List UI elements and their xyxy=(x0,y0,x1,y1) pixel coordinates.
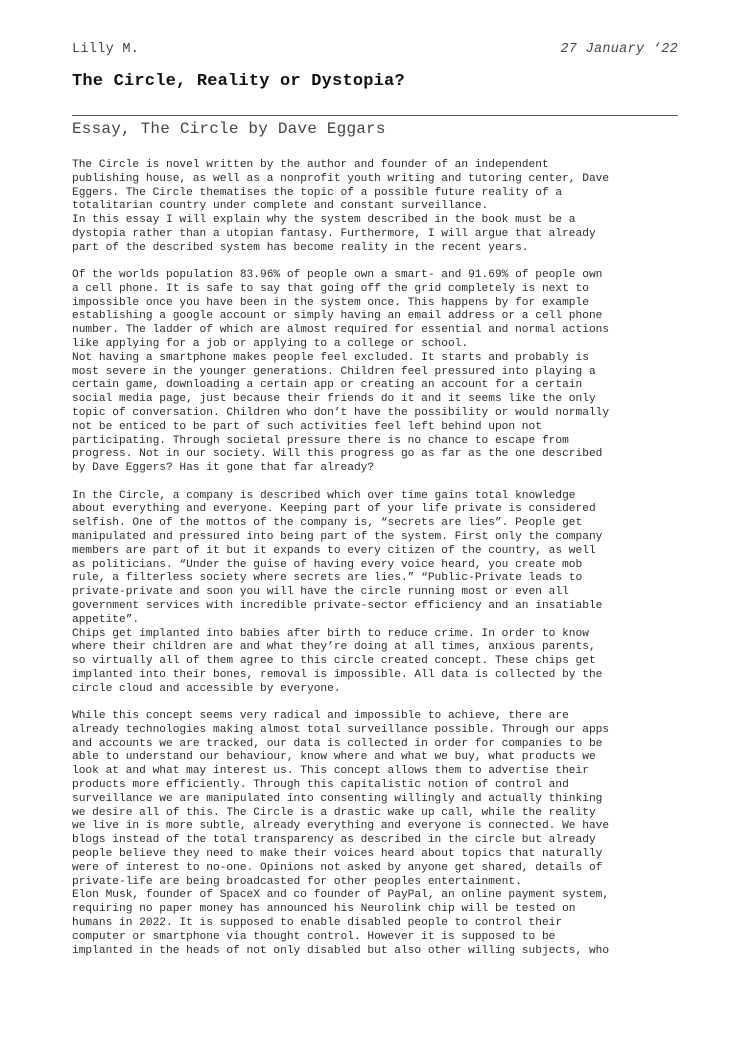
text-line: totalitarian country under complete and constant surveillance. xyxy=(72,200,489,213)
text-line: humans in 2022. It is supposed to enable disabled people to control their xyxy=(72,916,563,929)
text-line: government services with incredible private-sector efficiency and an insatiable xyxy=(72,599,603,612)
text-line: manipulated and pressured into being part of the system. First only the company xyxy=(72,530,603,543)
text-line: by Dave Eggers? Has it gone that far already? xyxy=(72,462,375,475)
text-line: we desire all of this. The Circle is a drastic wake up call, while the reality xyxy=(72,806,596,819)
paragraph xyxy=(72,269,678,476)
text-line: dystopia rather than a utopian fantasy. Furthermore, I will argue that already xyxy=(72,227,596,240)
essay-subtitle: Essay, The Circle by Dave Eggars xyxy=(72,120,386,138)
text-line: we live in is more subtle, already everything and everyone is connected. We have xyxy=(72,820,610,833)
text-line: number. The ladder of which are almost required for essential and normal actions xyxy=(72,324,610,337)
text-line: topic of conversation. Children who don’t have the possibility or would normally xyxy=(72,407,610,420)
text-line: rule, a filterless society where secrets are lies.” “Public-Private leads to xyxy=(72,572,583,585)
text-line: part of the described system has become reality in the recent years. xyxy=(72,241,529,254)
text-line: products more efficiently. Through this capitalistic notion of control and xyxy=(72,778,569,791)
text-line: certain game, downloading a certain app or creating an account for a certain xyxy=(72,379,583,392)
text-line: Elon Musk, founder of SpaceX and co founder of PayPal, an online payment system, xyxy=(72,889,610,902)
text-line: Chips get implanted into babies after birth to reduce crime. In order to know xyxy=(72,627,589,640)
text-line: as politicians. “Under the guise of having every voice heard, you create mob xyxy=(72,558,583,571)
text-line: While this concept seems very radical and impossible to achieve, there are xyxy=(72,709,569,722)
title-divider xyxy=(72,115,678,116)
text-line: private-private and soon you will have the circle running most or even all xyxy=(72,586,569,599)
text-line: social media page, just because their friends do it and it seems like the only xyxy=(72,393,596,406)
text-line: The Circle is novel written by the author and founder of an independent xyxy=(72,159,549,171)
text-line: people believe they need to make their voices heard about topics that naturally xyxy=(72,847,603,860)
text-line: computer or smartphone via thought control. However it is supposed to be xyxy=(72,930,556,943)
paragraph xyxy=(72,710,678,958)
author-name: Lilly M. xyxy=(72,42,140,57)
text-line: were of interest to no-one. Opinions not asked by anyone get shared, details of xyxy=(72,861,603,874)
text-line: able to understand our behaviour, know where and what we buy, what products we xyxy=(72,751,596,764)
text-line: progress. Not in our society. Will this progress go as far as the one described xyxy=(72,448,603,461)
essay-title: The Circle, Reality or Dystopia? xyxy=(72,72,405,91)
text-line: appetite”. xyxy=(72,613,140,626)
text-line: surveillance we are manipulated into consenting willingly and actually thinking xyxy=(72,792,603,805)
essay-body xyxy=(72,159,678,972)
text-line: Not having a smartphone makes people feel excluded. It starts and probably is xyxy=(72,351,589,364)
text-line: circle cloud and accessible by everyone. xyxy=(72,682,341,695)
text-line: Eggers. The Circle thematises the topic of a possible future reality of a xyxy=(72,186,563,199)
paragraph xyxy=(72,490,678,697)
text-line: and accounts we are tracked, our data is collected in order for companies to be xyxy=(72,737,603,750)
text-line: requiring no paper money has announced his Neurolink chip will be tested on xyxy=(72,903,576,916)
text-line: implanted in the heads of not only disabled but also other willing subjects, who xyxy=(72,944,610,957)
text-line: members are part of it but it expands to every citizen of the country, as well xyxy=(72,544,596,557)
text-line: implanted into their bones, removal is impossible. All data is collected by the xyxy=(72,668,603,681)
text-line: where their children are and what they’re doing at all times, anxious parents, xyxy=(72,641,596,654)
text-line: impossible once you have been in the system once. This happens by for example xyxy=(72,296,589,309)
paragraph xyxy=(72,159,678,256)
text-line: In the Circle, a company is described which over time gains total knowledge xyxy=(72,489,576,502)
text-line: so virtually all of them agree to this circle created concept. These chips get xyxy=(72,655,596,668)
text-line: selfish. One of the mottos of the company is, “secrets are lies”. People get xyxy=(72,517,583,530)
text-line: private-life are being broadcasted for other peoples entertainment. xyxy=(72,875,522,888)
document-page xyxy=(72,0,678,1061)
text-line: Of the worlds population 83.96% of people own a smart- and 91.69% of people own xyxy=(72,269,603,282)
page-header xyxy=(72,42,678,60)
text-line: establishing a google account or simply having an email address or a cell phone xyxy=(72,310,603,323)
text-line: not be enticed to be part of such activities feel left behind upon not xyxy=(72,420,542,433)
text-line: publishing house, as well as a nonprofit youth writing and tutoring center, Dave xyxy=(72,172,610,185)
text-line: already technologies making almost total surveillance possible. Through our apps xyxy=(72,723,610,736)
text-line: about everything and everyone. Keeping part of your life private is considered xyxy=(72,503,596,516)
text-line: a cell phone. It is safe to say that going off the grid completely is next to xyxy=(72,282,589,295)
text-line: look at and what may interest us. This concept allows them to advertise their xyxy=(72,765,589,778)
text-line: In this essay I will explain why the system described in the book must be a xyxy=(72,214,576,227)
text-line: participating. Through societal pressure there is no chance to escape from xyxy=(72,434,569,447)
text-line: blogs instead of the total transparency as described in the circle but already xyxy=(72,834,596,847)
text-line: most severe in the younger generations. Children feel pressured into playing a xyxy=(72,365,596,378)
text-line: like applying for a job or applying to a college or school. xyxy=(72,338,469,351)
document-date: 27 January ‘22 xyxy=(560,42,678,57)
